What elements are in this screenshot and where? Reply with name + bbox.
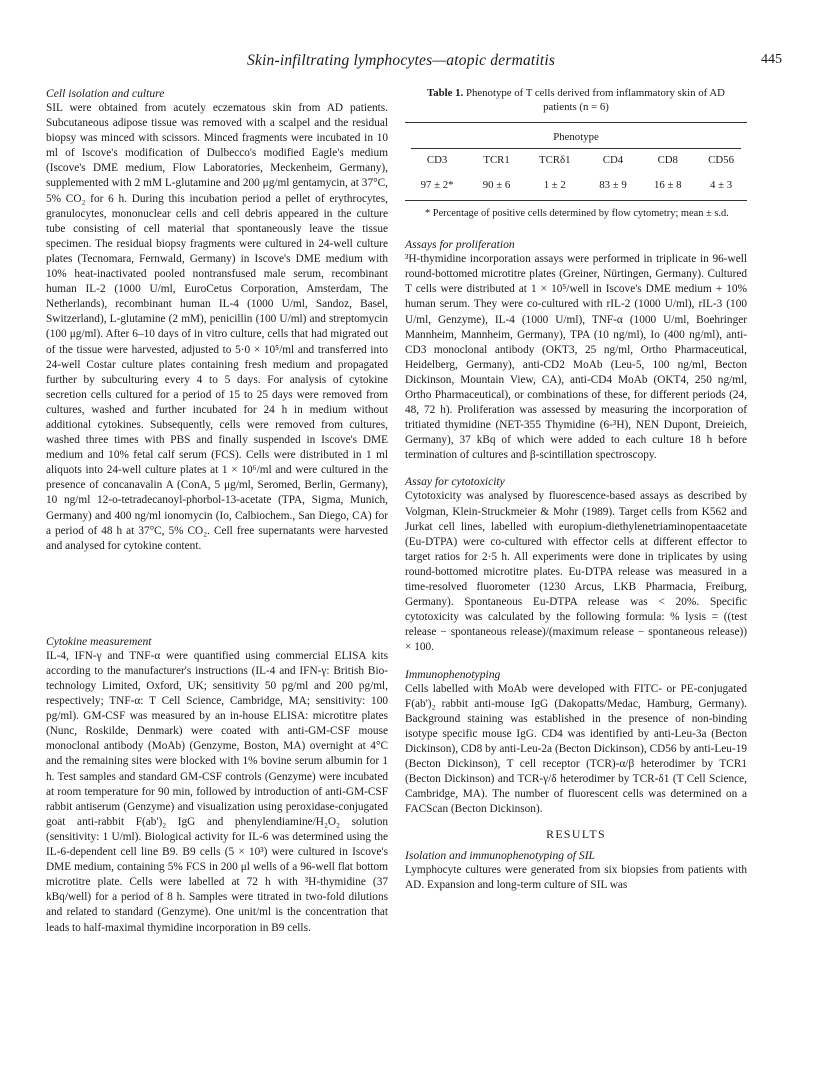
table-cell: 4 ± 3 [695, 172, 747, 201]
table-caption [405, 86, 747, 114]
table-column-header: CD3 [426, 154, 448, 167]
table-cell: 97 ± 2* [405, 172, 469, 201]
section-heading-cytokine: Cytokine measurement [46, 634, 152, 648]
table-caption-text: Phenotype of T cells derived from inflammatory skin of AD patients (n = 6) [465, 87, 725, 113]
table-column-header: CD4 [602, 154, 624, 167]
right-column [405, 86, 747, 894]
section-heading-proliferation: Assays for proliferation [405, 238, 515, 252]
table-column-header: TCRδ1 [539, 154, 571, 167]
table-column-header: CD56 [708, 154, 734, 167]
page-number: 445 [761, 52, 782, 67]
section-heading-cytotoxicity: Assay for cytotoxicity [405, 475, 505, 489]
table-cell: 83 ± 9 [586, 172, 641, 201]
table-column-header: TCR1 [483, 154, 510, 167]
section-text-cell-isolation: SIL were obtained from acutely eczematous skin from AD patients. Subcutaneous adipose tissue was removed with a scalpel and the residual biopsy was minced with scissors. Minced fragments were incubated in 10 ml of Iscove's modification of Dulbecco's modified Eagle's medium (Iscove's DME medium, Flow Laboratories, Meckenheim, Germany), supplemented with 2 mM L-glutamine and 200 μg/ml gentamycin, at 37°C, 5% CO₂ for 6 h. During this incubation period a pellet of erythrocytes, granulocytes, mononuclear cells and cell debris appeared in the culture tube consisting of cell material that spontaneously leave the tissue specimen. The residual biopsy fragments were cultured in 24-well culture plates (Tecnomara, Fernwald, Germany) in Iscove's DME medium with 10% heat-inactivated pooled nontransfused male serum, recombinant human IL-2 (1000 U/ml, EuroCetus Corporation, Amsterdam, The Netherlands), recombinant human IL-4 (1000 U/ml, Sandoz, Basel, Switzerland), L-glutamine (2 mM), penicillin (100 U/ml) and streptomycin (100 μg/ml). After 6–10 days of in vitro culture, cells that had migrated out of the tissue were harvested, adjusted to 5·0 × 10⁵/ml and transferred into 24-well Costar culture plates containing fresh medium and propagated further by subculturing every 4 to 5 days. For analysis of cytokine secretion cells cultured for a period of 15 to 25 days were removed from cultures, washed and further incubated for 24 h in medium without additional cytokines. Subsequently, cells were removed from cultures, washed three times with PBS and finally suspended in Iscove's DME medium and 10% fetal calf serum (FCS). Cells were distributed in 1 ml aliquots into 24-well culture plates at 1 × 10⁶/ml and were cultured in the presence of concanavalin A (ConA, 5 μg/ml, Seromed, Berlin, Germany), 10 ng/ml 12-o-tetradecanoyl-phorbol-13-acetate (TPA, Sigma, Munich, Germany) and 400 ng/ml ionomycin (Io, Calbiochem., San Diego, CA) for a period of 48 h at 37°C, 5% CO₂. Cell free supernatants were harvested and analysed for cytokine content. [46, 102, 388, 552]
section-heading-cell-isolation: Cell isolation and culture [46, 87, 165, 100]
results-heading: RESULTS [546, 827, 606, 842]
table-row [405, 172, 747, 201]
section-text-results: Lymphocyte cultures were generated from six biopsies from patients with AD. Expansion and long-term culture of SIL was [405, 864, 747, 892]
section-text-proliferation: ³H-thymidine incorporation assays were performed in triplicate in 96-well round-bottomed microtitre plates (Greiner, Nürtingen, Germany). Cultured T cells were distributed at 1 × 10⁵/well in Iscove's DME medium + 10% human serum. They were co-cultured with rIL-2 (1000 U/ml), rIL-3 (100 U/ml, Genzyme), IL-4 (1000 U/ml), TNF-α (1000 U/ml, Boehringer Mannheim, Mannheim, Germany), TPA (10 ng/ml), Io (400 ng/ml), anti-CD3 monoclonal antibody (OKT3, 25 ng/ml, Ortho Pharmaceutical, Heidelberg, Germany), anti-CD2 MoAb (Leu-5, 100 ng/ml, Becton Dickinson, Mountain View, CA), anti-CD4 MoAb (OKT4, 250 ng/ml, Ortho Pharmaceutical), or combinations of these, for different periods (24, 48, 72 h). Proliferation was assessed by measuring the incorporation of tritiated thymidine (NET-355 Thymidine (6-³H), NEN Dupont, Dreieich, Germany), 37 kBq of which were added to each culture 18 h before termination of cultures and β-scintillation spectroscopy. [405, 253, 747, 462]
table-cell: 16 ± 8 [640, 172, 695, 201]
running-title: Skin-infiltrating lymphocytes—atopic dermatitis [247, 52, 556, 69]
phenotype-table [405, 122, 747, 201]
table-header-row [405, 149, 747, 172]
section-text-immunophenotyping: Cells labelled with MoAb were developed with FITC- or PE-conjugated F(ab')₂ rabbit anti-mouse IgG (Dakopatts/Medac, Hamburg, Germany). Background staining was established in the presence of non-binding isotype specific mouse IgG. CD4 was identified by anti-Leu-3a (Becton Dickinson), CD8 by anti-Leu-2a (Becton Dickinson), CD56 by anti-Leu-19 (Becton Dickinson), T cell receptor (TCR)-α/β heterodimer by TCR1 (Becton Dickinson) and TCR-γ/δ heterodimer by TCR-δ1 (T Cell Science, Cambridge, MA). The number of fluorescent cells was determined on a FACScan (Becton Dickinson). [405, 682, 747, 816]
table-cell: 1 ± 2 [524, 172, 586, 201]
left-column [46, 86, 388, 936]
page-header [42, 52, 782, 76]
section-heading-immunophenotyping: Immunophenotyping [405, 667, 501, 681]
section-text-cytotoxicity: Cytotoxicity was analysed by fluorescence-based assays as described by Volgman, Klein-Struckmeier & Mohr (1989). Target cells from K562 and Jurkat cell lines, labelled with europium-diethylenetriaminopentaacetate (Eu-DTPA) were co-cultured with effector cells at different effector to target ratios for 2·5 h. All experiments were done in triplicates by using round-bottomed microtitre plates. Eu-DTPA release was measured in a time-resolved fluorometer (1230 Arcus, LKB Pharmacia, Freiburg, Germany). Spontaneous Eu-DTPA release was < 20%. Specific cytotoxicity was calculated by the following formula: % lysis = ((test release − spontaneous release)/(maximum release − spontaneous release)) × 100. [405, 490, 747, 654]
table-cell: 90 ± 6 [469, 172, 524, 201]
table-caption-label: Table 1. [427, 87, 464, 99]
section-heading-isolation-immunophenotyping: Isolation and immunophenotyping of SIL [405, 849, 596, 863]
table-footnote: * Percentage of positive cells determined by flow cytometry; mean ± s.d. [425, 208, 729, 220]
table-group-header: Phenotype [405, 123, 747, 149]
table-column-header: CD8 [657, 154, 678, 167]
section-text-cytokine: IL-4, IFN-γ and TNF-α were quantified using commercial ELISA kits according to the manufacturer's instructions (IL-4 and IFN-γ: British Bio-technology Limited, Oxford, UK; sensitivity 50 pg/ml and 200 pg/ml, respectively; TNF-α: T Cell Science, Cambridge, MA; sensitivity: 100 pg/ml). GM-CSF was measured by an in-house ELISA: microtitre plates (Nunc, Roskilde, Denmark) were coated with anti-GM-CSF mouse monoclonal antibody (MoAb) (Genzyme, Boston, MA) overnight at 4°C and the remaining sites were blocked with 1% bovine serum albumin for 1 h. Test samples and standard GM-CSF controls (Genzyme) were incubated at room temperature for 90 min, followed by introduction of anti-GM-CSF rabbit antiserum (Genzyme) and visualization using peroxidase-conjugated goat anti-rabbit F(ab')₂ IgG and phenylendiamine/H₂O₂ solution (sensitivity: 1 U/ml). Biological activity for IL-6 was determined using the IL-6-dependent cell line B9. B9 cells (5 × 10³) were cultured in Iscove's DME medium, containing 5% FCS in 200 μl wells of a 96-well flat bottom microtitre plate. Cells were labelled at 72 h with ³H-thymidine (37 kBq/well) for a period of 8 h. Samples were titrated in two-fold dilutions and related to standard (Genzyme). One unit/ml is the concentration that leads to half-maximal thymidine incorporation in B9 cells. [46, 649, 388, 934]
